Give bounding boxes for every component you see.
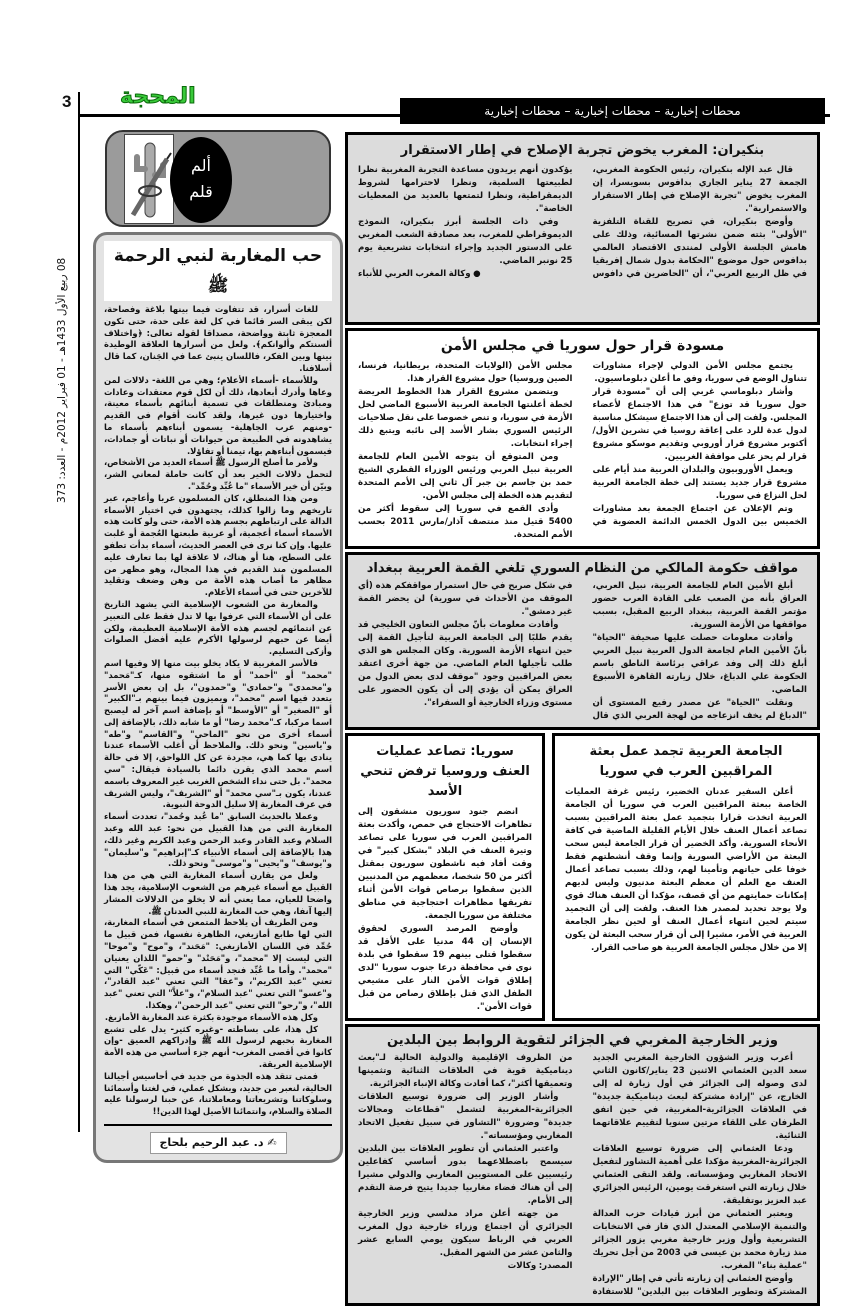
article-maliki bbox=[345, 552, 820, 730]
pen-icon: ✍ bbox=[263, 1135, 277, 1149]
paragraph: وكل هذه الأسماء موجودة بكثرة عند المغاربة الأمازيغ. bbox=[104, 1011, 318, 1022]
section-banner: محطات إخبارية – محطات إخبارية – محطات إخبارية bbox=[400, 98, 825, 124]
paragraph: ويعتبر العثماني من أبرز قيادات حزب العدالة والتنمية الإسلامي المعتدل الذي فاز في الانتخابات التشريعية وأول وزير خارجية مغربي يزور الجزائر منذ زيارة محمد بن عيسى في 2003 من أجل تحريك "عملية بناء" المغرب. bbox=[592, 1209, 807, 1271]
article-source: المصدر: وكالات bbox=[507, 1261, 573, 1271]
column-logo-oval bbox=[170, 137, 232, 223]
margin-rule bbox=[78, 92, 80, 1132]
paragraph: وأفادت معلومات حصلت عليها صحيفة "الحياة" بأنّ الأمين العام لجامعة الدول العربية نبيل العربي أبلغ ذلك إلى وفد عراقي برئاسة الناطق باسم الحكومة علي الدباغ، خلال زيارته القاهرة الأسبوع الماضي. bbox=[592, 633, 807, 695]
article-title: سوريا: تصاعد عمليات العنف وروسيا ترفض تنحي الأسد bbox=[360, 744, 530, 799]
paragraph: وأوضح بنكيران، في تصريح للقناة التلفزية "الأولى" بثته ضمن نشرتها المسائية، وذلك على هامش الجلسة الأولى لمنتدى الاقتصاد العالمي بدافوس حول موضوع "الحكامة بدول شمال إفريقيا في ظل الربيع العربي"، أن "الحاضرين في دافوس يؤكدون أنهم يريدون مساعدة التجربة المغربية نظرا لطبيعتها السلمية، ونظرا لاحترامها لشروط الديمقراطية، ونظرا لتمتعها بالعديد من المعطيات الخاصة". bbox=[358, 165, 807, 279]
article-syria-draft bbox=[345, 328, 820, 549]
paragraph: كل هذا، على بساطته -وغيره كثير- يدل على تشبع المغاربة بحبهم لرسول الله ﷺ وإدراكهم العميق -وإن كانوا في أقصى المغرب- أنهم جزء أساسي من هذه الأمة الإسلامية العريقة. bbox=[104, 1023, 332, 1069]
author-name: د. عبد الرحيم بلحاج bbox=[159, 1135, 264, 1149]
article-row bbox=[345, 733, 820, 1021]
opinion-article-title: حب المغاربة لنبي الرحمة ﷺ bbox=[104, 241, 332, 301]
paragraph: من جهته أعلن مراد مدلسي وزير الخارجية الجزائري أن اجتماع وزراء خارجية دول المغرب العربي في الرباط سيكون يومي السابع عشر والثامن عشر من الشهر المقبل. bbox=[358, 1209, 573, 1258]
cactus-pen-illustration bbox=[124, 134, 174, 224]
paragraph: ومن هذا المنطلق، كان المسلمون عربا وأعاجم، عبر تاريخهم وما زالوا كذلك، يجتهدون في اختيار الأسماء الدالة على ارتباطهم بجسم هذه الأمة، حتى ولو كانت هذه الأسماء أسماء أعجمية، أو عربية طبعتها العُجمة أو غلبت عليها. وإن كنا نرى في العصر الحديث، أسماء بدأت تطفو على السطح، هنا أو هناك، لا علاقة لها بما تعارف عليه المسلمون منذ القديم في هذا المجال، وهو مظهر من مظاهر ما أصاب هذه الأمة من وهن وضعف وتقليد للآخرين حتى في أسماء الأعلام. bbox=[104, 492, 332, 598]
paragraph: واعتبر العثماني أن تطوير العلاقات بين البلدين سيسمح باضطلاعهما بدور أساسي كفاعلين رئيسيين على المستويين المغاربي والدولي مشيرا إلى أن هناك فضاء مغاربيا جديدا يتيح فرصة التقدم إلى الأمام. bbox=[358, 1144, 573, 1206]
paragraph: وتم الإعلان عن اجتماع الجمعة بعد مشاورات الخميس بين الدول الخمس الدائمة العضوية في مجلس الأمن (الولايات المتحدة، بريطانيا، فرنسا، الصين وروسيا) حول مشروع القرار هذا. bbox=[358, 361, 807, 527]
article-body bbox=[358, 360, 807, 542]
paragraph: وأشار الوزير إلى ضرورة توسيع العلاقات الجزائرية-المغربية لتشمل "قطاعات ومجالات جديدة" وضرورة "التشاور في سبيل تفعيل الاتحاد المغاربي ومؤسساته". bbox=[358, 1092, 573, 1141]
paragraph: انضم جنود سوريون منشقون إلى تظاهرات الاحتجاج في حمص، وأكدت بعثة المراقبين العرب في سوريا على تصاعد وتيرة العنف في البلاد "بشكل كبير" في وقت أفاد فيه ناشطون سوريون بمقتل أكثر من 50 شخصا، معظمهم من المدنيين الذين سقطوا برصاص قوات الأمن أثناء تفريقها مظاهرات احتجاجية في مناطق مختلفة من سوريا الجمعة. bbox=[358, 807, 532, 921]
newspaper-logo: المحجة bbox=[120, 84, 196, 109]
article-body bbox=[358, 806, 532, 1014]
article-title: الجامعة العربية تجمد عمل بعثة المراقبين العرب في سوريا bbox=[589, 744, 783, 779]
page-number: 3 bbox=[62, 92, 72, 111]
article-title: بنكيران: المغرب يخوض تجربة الإصلاح في إطار الاستقرار bbox=[400, 143, 765, 158]
paragraph: وللأسماء -أسماء الأعلام؛ وهي من اللغة- دلالات لمن وعاها وأدرك أبعادها، ذلك أن لكل قوم معتقدات وعادات ومبادئ ومنطلقات في تسمية أبنائهم بأسماء معينة، واختيارها دون غيرها، ولقد كانت أقوام في القديم -ومنهم عرب الجاهلية- يسمون أبناءهم بأسماء ما يشاهدونه في الطبيعة من حيوانات أو نباتات أو جمادات، فيسمون أبناءهم بها، تيمنا أو تفاؤلا. bbox=[104, 374, 332, 456]
paragraph: ولعل من يقارن أسماء المغاربة التي هي من هذا القبيل مع أسماء غيرهم من الشعوب الإسلامية، يجد هذا واضحا للعيان، مما يعني أنه لا يخلو من الدلالات المشار إليها آنفا، وهي حب المغاربة للنبي العدنان ﷺ. bbox=[104, 870, 332, 916]
article-title: مواقف حكومة المالكي من النظام السوري تلغي القمة العربية ببغداد bbox=[366, 561, 799, 576]
paragraph: أعلن السفير عدنان الخضير، رئيس غرفة العمليات الخاصة ببعثة المراقبين العرب في سوريا أن الجامعة العربية اتخذت قرارا بتجميد عمل بعثة المراقبين بسبب تصاعد أعمال العنف خلال الأيام القليلة الماضية في كافة الأنحاء السورية. وأكد الخضير أن قرار الجامعة ليس سحب البعثة من الأراضي السورية وإنما وقف أنشطتهم فقط خوفا على حياتهم وتأمينا لهم، وذلك بسبب تصاعد أعمال العنف مع العلم أن معظم البعثة مدنيون وليس لديهم إمكانات حمايتهم من أي قصف، مؤكدا أن العنف هناك قوي ولا يوجد تحديد لمصدر هذا العنف. ولفت إلى أن التجميد سيتم لحين انتهاء أعمال العنف أو لحين نظر الجامعة العربية في الأمر، مشيرا إلى أن قرار سحب البعثة لن يكون إلا من خلال مجلس الجامعة العربية هو صاحب القرار. bbox=[565, 787, 807, 953]
paragraph: وأوضح المرصد السوري لحقوق الإنسان إن 44 مدنيا على الأقل قد سقطوا قتلى بينهم 19 سقطوا في بلدة نوى في محافظة درعا جنوب سوريا "لدى إطلاق قوات الأمن النار على مشيعي الطفل الذي قتل بإطلاق رصاص من قبل قوات الأمن". bbox=[358, 924, 532, 1012]
paragraph: ونقلت "الحياة" عن مصدر رفيع المستوى أن "الدباغ لم يخف انزعاجه من لهجة العربي الذي قال في شكل صريح في حال استمرار مواقفكم هذه (أي الموقف من الأحداث في سورية) لن يحضر القمة غير دمشق". bbox=[358, 581, 807, 721]
divider bbox=[104, 1124, 332, 1126]
article-body bbox=[358, 1052, 807, 1299]
column-logo-line1: ألم bbox=[191, 156, 211, 175]
news-column bbox=[345, 132, 820, 1306]
paragraph: ويعمل الأوروبيون والبلدان العربية منذ أيام على مشروع قرار جديد يستند إلى خطة الجامعة العربية لحل النزاع في سوريا. bbox=[592, 465, 807, 501]
paragraph: وأشار دبلوماسي غربي إلى أن "مسودة قرار حول سوريا قد توزع" في هذا الاجتماع لأعضاء المجلس. ولفت إلى أن هذا الاجتماع سيشكل مناسبة لدول عدة للرد على إعاقة روسيا في تشرين الأول/أكتوبر مشروع قرار أوروبي وتقديم موسكو مشروع قرار لم يحز على موافقة الغربيين. bbox=[592, 387, 807, 462]
article-benkirane bbox=[345, 132, 820, 325]
paragraph: فالأسر المغربية لا يكاد يخلو بيت منها إلا وفيها اسم "محمد" أو "أحمد" أو ما اشتقوه منها، كـ"مَحمد" و"محمدي" و"حمادي" و"حمدون"، بل إن بعض الأسر يتعدد فيها اسم "محمد"، ويميزون فيما بينهم بـ"الكبير" أو "الصغير" أو "الأوسط" أو بإضافة اسم آخر له ليصبح اسما مركبا، كـ"محمد رضا" أو ما شابه ذلك، بالإضافة إلى أسماء أخرى من نحو "الماحي" و"القاسم" و"طه" و"ياسين" ونحو ذلك. والملاحظ أن أغلب الأسماء عندنا ينادى بها كما هي، مجردة عن كل اللواحق، إلا في حالة اسم محمد الذي يقرن دائما بالسيادة فيقال: "سي محمد". بل حتى نداء الشخص الغريب غير المعروف باسمه عندنا، يكون بـ"سي محمد" أو "الشريف"، وليس الشريف في عرف المغاربة إلا سليل الدوحة النبوية. bbox=[104, 657, 332, 810]
article-body bbox=[358, 580, 807, 723]
opinion-article bbox=[93, 232, 343, 1163]
article-source: ● وكالة المغرب العربي للأنباء bbox=[358, 269, 481, 279]
paragraph: فمتى تتقد هذه الجذوة من جديد في أحاسيس أجيالنا الحالية، لنعبر من جديد، وبشكل عملي، في لغتنا وأسمائنا وسلوكاتنا وتشريعاتنا ومعاملاتنا، عن حبنا لرسولنا عليه الصلاة والسلام، وانتمائنا الأصيل لهذا الدين!! bbox=[104, 1070, 332, 1117]
paragraph: وأوضح العثماني إن زيارته تأتي في إطار "الإرادة المشتركة وتطوير العلاقات بين البلدين" للاستفادة من الظروف الإقليمية والدولية الحالية لـ"بعث ديناميكية قوية في العلاقات الثنائية وتثمينها وتعميقها أكثر"، كما أفادت وكالة الإنباء الجزائرية. bbox=[358, 1053, 807, 1297]
paragraph: للغات أسرار، قد تتفاوت فيما بينها بلاغة وفصاحة، لكن يبقى السر قائما في كل لغة على حدة، حتى تكون المعجزة ثابتة وواضحة، مصداقا لقوله تعالى: ﴿واختلاف ألسنتكم وألوانكم﴾. ولعل من أسرارها العلاقة الوطيدة بينها وبين الفكر، فاللسان ينبئ عما في الجَنان، كما قال أسلافنا. bbox=[104, 304, 332, 373]
paragraph: قال عبد الإله بنكيران، رئيس الحكومة المغربي، الجمعة 27 يناير الجاري بدافوس بسويسرا، إن المغرب يخوض "تجربة الإصلاح في إطار الاستقرار والاستمرارية". bbox=[592, 165, 807, 214]
paragraph: يجتمع مجلس الأمن الدولي لإجراء مشاورات تتناول الوضع في سوريا، وفق ما أعلن دبلوماسيون. bbox=[592, 361, 807, 384]
paragraph: ويتضمن مشروع القرار هذا الخطوط العريضة لخطة أعلنتها الجامعة العربية الأسبوع الماضي لحل الأزمة في سوريا، و تنص خصوصا على نقل صلاحيات الرئيس السوري بشار الأسد إلى نائبه ويتبع ذلك إجراء انتخابات. bbox=[357, 387, 573, 449]
author-byline bbox=[150, 1132, 287, 1154]
paragraph: ومن المتوقع أن يتوجه الأمين العام للجامعة العربية نبيل العربي ورئيس الوزراء القطري الشيخ حمد بن جاسم بن جبر آل ثاني إلى الأمم المتحدة لتقديم هذه الخطة إلى مجلس الأمن. bbox=[358, 452, 573, 501]
article-league-freeze bbox=[552, 733, 820, 1021]
article-othmani bbox=[345, 1024, 820, 1306]
paragraph: أبلغ الأمين العام للجامعة العربية، نبيل العربي، العراق بأنه من الصعب على القادة العرب حضور مؤتمر القمة العربية، ببغداد الربيع المقبل، بسبب مواقفها من الأزمة السورية. bbox=[592, 581, 807, 630]
paragraph: ودعا العثماني إلى ضرورة توسيع العلاقات الجزائرية-المغربية مؤكدا على أهمية التشاور لتفعيل الاتحاد المغاربي ومؤسساته. ولقد التقى العثماني خلال زيارته التي استغرقت يومين، الرئيس الجزائري عبد العزيز بوتفليقة. bbox=[592, 1144, 807, 1206]
paragraph: ولأمر ما أصلح الرسول ﷺ أسماء العديد من الأشخاص، لتحمل دلالات الخير بعد أن كانت حاملة لمعاني الشر، وبيّن أن خير الأسماء "ما عُبِّد وحُمِّد". bbox=[104, 457, 332, 491]
paragraph: أعرب وزير الشؤون الخارجية المغربي الجديد سعد الدين العثماني الاثنين 23 يناير/كانون الثاني لدى وصوله إلى الجزائر في أول زيارة له إلى الخارج، عن "إرادة مشتركة لبعث ديناميكية جديدة" في العلاقات الجزائرية-المغربية، في حين اتفق الطرفان على اللقاء مرتين سنويا لتقييم علاقاتهما الثنائية. bbox=[592, 1053, 807, 1141]
article-syria-violence bbox=[345, 733, 545, 1021]
paragraph: والمغاربة من الشعوب الإسلامية التي يشهد التاريخ على أن الأسماء التي عرفوا بها لا تدل فقط على التعبير عن انتمائهم لجسم هذه الأمة الإسلامية العظيمة، ولكن أيضا عن حبهم لرسولها الأكرم عليه أفضل الصلوات وأزكى التسليم. bbox=[104, 598, 332, 657]
paragraph: وأدى القمع في سوريا إلى سقوط أكثر من 5400 قتيل منذ منتصف آذار/مارس 2011 بحسب الأمم المتحدة. bbox=[358, 504, 573, 540]
issue-date-strip: 08 ربيع الأول 1433هـ - 01 فبراير 2012م - العدد: 373 bbox=[56, 257, 68, 503]
column-logo-line2: قلم bbox=[189, 182, 213, 201]
opinion-article-body bbox=[96, 304, 340, 1118]
paragraph: ومن الطريف أن يلاحظ المتمعن في أسماء المغاربة، التي لها طابع أمازيغي، الظاهرة نفسها، فمن قبيل ما حُمِّد في اللسان الأمازيغي: "مَحَند"، و"موح" و"موحا" التي ليست إلا "محمد"، و"مَحَنْد" و"حمو" اللذان يعنيان "محمد". وأما ما عُبِّد فنجد أسماء من قبيل: "عَكّي" التي تعني "عبد الكريم"، و"عقا" التي تعني "عبد القادر"، و"عسو" التي تعني "عبد السلام"، و"علاَّ" التي تعني "عبد الله"، و"رحو" التي تعني "عبد الرحمن"، وهكذا. bbox=[104, 917, 332, 1011]
article-title: وزير الخارجية المغربي في الجزائر لتقوية الروابط بين البلدين bbox=[387, 1033, 778, 1048]
article-body bbox=[358, 164, 807, 281]
paragraph: وعملا بالحديث السابق "ما عُبد وحُمد"، تعددت أسماء المغاربة التي من هذا القبيل من نحو: عبد الله وعبد السلام وعبد القادر وعبد الرحمن وعبد الكريم وغير ذلك، هذا بالإضافة إلى أسماء الأنبياء كـ"إبراهيم" و"سليمان" و"يوسف" و"يحيى" و"موسى" ونحو ذلك. bbox=[104, 811, 332, 869]
article-title: مسودة قرار حول سوريا في مجلس الأمن bbox=[440, 338, 725, 354]
article-body bbox=[565, 786, 807, 955]
paragraph: وأفادت معلومات بأنّ مجلس التعاون الخليجي قد يقدم طلبًا إلى الجامعة العربية لتأجيل القمة إلى حين انتهاء الأزمة السورية. وكان المجلس هو الذي طلب تأجيلها العام الماضي. من جهة أخرى اعتقد بعض المراقبين وجود "موقف لدى بعض الدول من العراق يمكن أن يؤدي إلى أن يكون الحضور على مستوى وزراء الخارجية أو السفراء". bbox=[358, 620, 573, 708]
cactus-pen-icon bbox=[125, 135, 173, 223]
paragraph: وفي ذات الجلسة أبرز بنكيران، النموذج الديموقراطي للمغرب، بعد مصادقة الشعب المغربي على الدستور الجديد وإجراء انتخابات تشريعية يوم 25 نونبر الماضي. bbox=[358, 217, 573, 266]
